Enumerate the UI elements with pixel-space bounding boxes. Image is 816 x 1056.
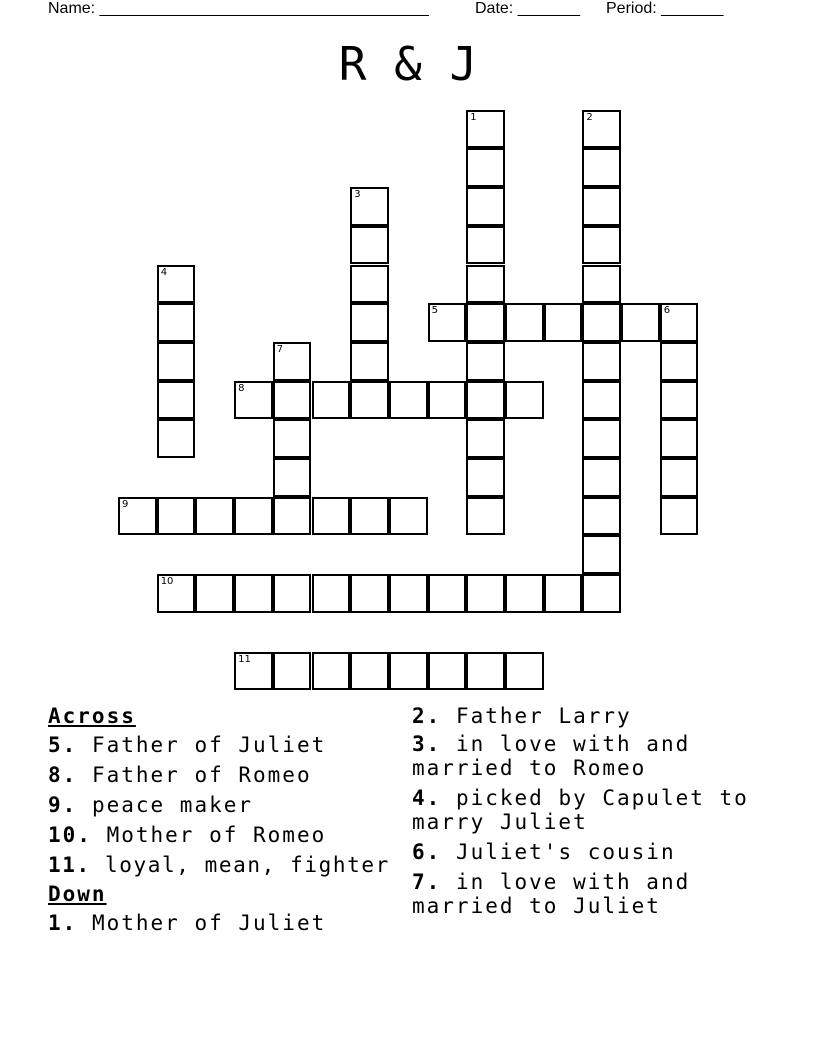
grid-cell[interactable] — [157, 265, 196, 304]
cell-number: 3 — [354, 189, 361, 201]
cell-number: 9 — [122, 498, 129, 510]
grid-cell[interactable] — [582, 419, 621, 458]
cell-number: 8 — [238, 382, 245, 394]
grid-cell[interactable] — [582, 110, 621, 149]
grid-cell[interactable] — [428, 574, 467, 613]
clue-text: Juliet's cousin — [441, 840, 676, 864]
grid-cell[interactable] — [582, 574, 621, 613]
grid-cell[interactable] — [428, 303, 467, 342]
grid-cell[interactable] — [660, 381, 699, 420]
clue-text: Mother of Juliet — [77, 911, 327, 935]
clue-text: in love with and married to Romeo — [412, 732, 691, 780]
grid-cell[interactable] — [544, 574, 583, 613]
grid-cell[interactable] — [157, 497, 196, 536]
grid-cell[interactable] — [312, 652, 351, 691]
grid-cell[interactable] — [350, 342, 389, 381]
clue-text: Father of Romeo — [77, 763, 312, 787]
grid-cell[interactable] — [273, 458, 312, 497]
grid-cell[interactable] — [350, 265, 389, 304]
clue-text: in love with and married to Juliet — [412, 870, 691, 918]
cell-number: 5 — [431, 305, 438, 317]
clues-column-right — [412, 702, 792, 924]
grid-cell[interactable] — [621, 303, 660, 342]
clue-text: Mother of Romeo — [91, 823, 327, 847]
clue-across-5 — [48, 730, 408, 760]
grid-cell[interactable] — [466, 342, 505, 381]
grid-cell[interactable] — [118, 497, 157, 536]
clue-across-10 — [48, 820, 408, 850]
grid-cell[interactable] — [466, 381, 505, 420]
grid-cell[interactable] — [466, 265, 505, 304]
clue-across-8 — [48, 760, 408, 790]
grid-cell[interactable] — [234, 381, 273, 420]
date-field-label: Date: _______ — [475, 0, 580, 17]
grid-cell[interactable] — [350, 497, 389, 536]
cell-number: 7 — [276, 343, 284, 355]
grid-cell[interactable] — [234, 574, 273, 613]
cell-number: 2 — [586, 111, 593, 123]
grid-cell[interactable] — [582, 303, 621, 342]
clue-number: 11. — [48, 853, 91, 877]
clue-number: 7. — [412, 870, 442, 894]
grid-cell[interactable] — [273, 652, 312, 691]
grid-cell[interactable] — [466, 226, 505, 265]
clue-number: 8. — [48, 763, 78, 787]
grid-cell[interactable] — [273, 342, 312, 381]
name-field-label: Name: _____________________________________ — [48, 0, 429, 17]
cell-number: 6 — [663, 305, 671, 317]
grid-cell[interactable] — [350, 652, 389, 691]
grid-cell[interactable] — [466, 110, 505, 149]
grid-cell[interactable] — [273, 381, 312, 420]
grid-cell[interactable] — [466, 574, 505, 613]
grid-cell[interactable] — [195, 497, 234, 536]
grid-cell[interactable] — [157, 381, 196, 420]
grid-cell[interactable] — [660, 419, 699, 458]
grid-cell[interactable] — [466, 419, 505, 458]
cell-number: 10 — [160, 576, 174, 588]
clue-number: 3. — [412, 732, 442, 756]
clue-text: loyal, mean, fighter — [90, 853, 390, 877]
grid-cell[interactable] — [389, 497, 428, 536]
grid-cell[interactable] — [582, 342, 621, 381]
clue-text: picked by Capulet to marry Juliet — [412, 786, 749, 834]
grid-cell[interactable] — [660, 303, 699, 342]
grid-cell[interactable] — [582, 226, 621, 265]
cell-number: 1 — [470, 111, 477, 123]
grid-cell[interactable] — [466, 303, 505, 342]
down-heading: Down — [48, 882, 107, 906]
grid-cell[interactable] — [273, 419, 312, 458]
grid-cell[interactable] — [273, 497, 312, 536]
clue-text: Father Larry — [441, 704, 632, 728]
grid-cell[interactable] — [466, 458, 505, 497]
grid-cell[interactable] — [428, 381, 467, 420]
clue-down-3 — [412, 732, 792, 780]
grid-cell[interactable] — [389, 652, 428, 691]
clue-text: peace maker — [77, 793, 254, 817]
clue-number: 10. — [48, 823, 92, 847]
grid-cell[interactable] — [389, 574, 428, 613]
grid-cell[interactable] — [350, 574, 389, 613]
clue-across-11 — [48, 850, 408, 880]
across-heading: Across — [48, 704, 136, 728]
grid-cell[interactable] — [505, 381, 544, 420]
grid-cell[interactable] — [582, 381, 621, 420]
page-title: R & J — [338, 37, 478, 91]
grid-cell[interactable] — [505, 303, 544, 342]
grid-cell[interactable] — [582, 265, 621, 304]
clue-across-9 — [48, 790, 408, 820]
grid-cell[interactable] — [350, 303, 389, 342]
grid-cell[interactable] — [505, 574, 544, 613]
grid-cell[interactable] — [234, 497, 273, 536]
clue-down-7 — [412, 870, 792, 918]
clue-number: 9. — [48, 793, 78, 817]
clue-number: 2. — [412, 704, 442, 728]
grid-cell[interactable] — [350, 381, 389, 420]
grid-cell[interactable] — [582, 187, 621, 226]
grid-cell[interactable] — [582, 535, 621, 574]
clue-text: Father of Juliet — [77, 733, 327, 757]
grid-cell[interactable] — [312, 381, 351, 420]
cell-number: 4 — [160, 266, 168, 278]
grid-cell[interactable] — [466, 652, 505, 691]
grid-cell[interactable] — [582, 497, 621, 536]
grid-cell[interactable] — [582, 458, 621, 497]
grid-cell[interactable] — [312, 574, 351, 613]
grid-cell[interactable] — [273, 574, 312, 613]
grid-cell[interactable] — [234, 652, 273, 691]
clue-number: 4. — [412, 786, 442, 810]
grid-cell[interactable] — [660, 497, 699, 536]
grid-cell[interactable] — [466, 497, 505, 536]
clue-down-4 — [412, 786, 792, 834]
grid-cell[interactable] — [157, 419, 196, 458]
cell-number: 11 — [238, 653, 251, 665]
clue-number: 1. — [48, 911, 78, 935]
clue-number: 5. — [48, 733, 78, 757]
grid-cell[interactable] — [660, 342, 699, 381]
grid-cell[interactable] — [660, 458, 699, 497]
clues-column-left — [48, 702, 408, 938]
grid-cell[interactable] — [350, 187, 389, 226]
grid-cell[interactable] — [157, 303, 196, 342]
grid-cell[interactable] — [582, 148, 621, 187]
grid-cell[interactable] — [350, 226, 389, 265]
grid-cell[interactable] — [312, 497, 351, 536]
grid-cell[interactable] — [428, 652, 467, 691]
clue-down-6 — [412, 840, 792, 864]
grid-cell[interactable] — [505, 652, 544, 691]
clue-number: 6. — [412, 840, 442, 864]
grid-cell[interactable] — [157, 574, 196, 613]
period-field-label: Period: _______ — [606, 0, 724, 17]
grid-cell[interactable] — [466, 187, 505, 226]
clue-down-2 — [412, 702, 792, 730]
grid-cell[interactable] — [544, 303, 583, 342]
grid-cell[interactable] — [157, 342, 196, 381]
clue-down-1 — [48, 908, 408, 938]
grid-cell[interactable] — [389, 381, 428, 420]
grid-cell[interactable] — [466, 148, 505, 187]
grid-cell[interactable] — [195, 574, 234, 613]
